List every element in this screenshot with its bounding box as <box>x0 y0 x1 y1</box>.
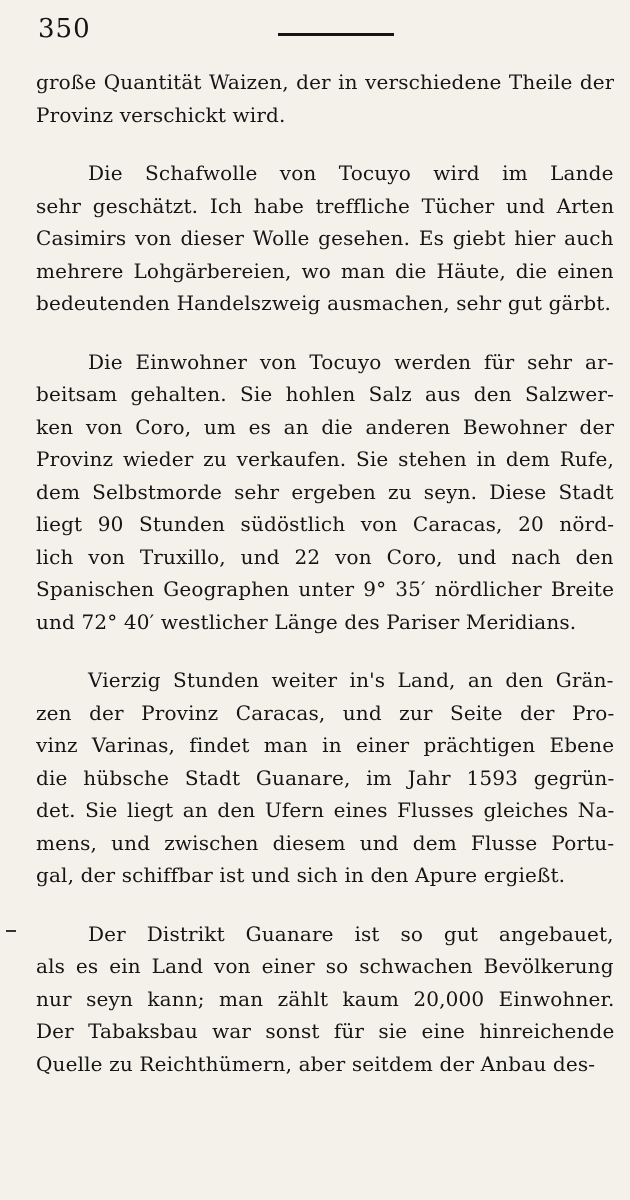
text-line: lich von Truxillo, und 22 von Coro, und nach den <box>36 544 614 569</box>
text-line: gal, der schiffbar ist und sich in den Apure ergießt. <box>36 863 566 887</box>
header-rule <box>278 33 394 36</box>
text-line: Vierzig Stunden weiter in's Land, an den Grän- <box>88 668 614 692</box>
text-line: die hübsche Stadt Guanare, im Jahr 1593 gegrün- <box>36 765 614 790</box>
text-line: dem Selbstmorde sehr ergeben zu seyn. Diese Stadt <box>36 479 614 504</box>
text-line: Die Einwohner von Tocuyo werden für sehr ar- <box>88 349 614 374</box>
paragraph <box>36 918 614 1081</box>
paragraph <box>36 664 614 892</box>
text-line: beitsam gehalten. Sie hohlen Salz aus den Salzwer- <box>36 382 614 406</box>
paragraph <box>36 346 614 639</box>
text-line: große Quantität Waizen, der in verschiedene Theile der <box>36 70 614 94</box>
text-line: mehrere Lohgärbereien, wo man die Häute, die einen <box>36 258 614 283</box>
page-number: 350 <box>38 14 91 44</box>
text-line: Spanischen Geographen unter 9° 35′ nördlicher Breite <box>36 577 614 601</box>
text-line: vinz Varinas, findet man in einer prächtigen Ebene <box>36 733 614 757</box>
text-line: zen der Provinz Caracas, und zur Seite der Pro- <box>36 700 614 725</box>
paragraph <box>36 66 614 131</box>
text-line: bedeutenden Handelszweig ausmachen, sehr gut gärbt. <box>36 291 611 315</box>
text-line: Casimirs von dieser Wolle gesehen. Es giebt hier auch <box>36 226 614 250</box>
text-line: nur seyn kann; man zählt kaum 20,000 Einwohner. <box>36 986 614 1011</box>
paragraph <box>36 157 614 320</box>
text-line: Die Schafwolle von Tocuyo wird im Lande <box>88 161 614 185</box>
paragraph-gap <box>36 131 614 157</box>
text-line: det. Sie liegt an den Ufern eines Flusses gleiches Na- <box>36 798 614 822</box>
text-line: als es ein Land von einer so schwachen Bevölkerung <box>36 954 614 978</box>
paragraph-gap <box>36 638 614 664</box>
text-line: liegt 90 Stunden südöstlich von Caracas, 20 nörd- <box>36 512 614 536</box>
text-line: Quelle zu Reichthümern, aber seitdem der Anbau des- <box>36 1051 596 1076</box>
text-line: Der Tabaksbau war sonst für sie eine hinreichende <box>36 1019 614 1043</box>
text-line: mens, und zwischen diesem und dem Flusse Portu- <box>36 830 614 855</box>
text-line: ken von Coro, um es an die anderen Bewohner der <box>36 414 614 439</box>
text-line: sehr geschätzt. Ich habe treffliche Tücher und Arten <box>36 193 614 218</box>
text-line: und 72° 40′ westlicher Länge des Pariser Meridians. <box>36 609 577 634</box>
text-line: Der Distrikt Guanare ist so gut angebauet, <box>88 921 614 946</box>
paragraph-gap <box>36 892 614 918</box>
text-line: Provinz verschickt wird. <box>36 102 286 127</box>
margin-mark <box>6 930 16 932</box>
body-text <box>36 66 614 1080</box>
text-line: Provinz wieder zu verkaufen. Sie stehen in dem Rufe, <box>36 447 614 471</box>
paragraph-gap <box>36 320 614 346</box>
